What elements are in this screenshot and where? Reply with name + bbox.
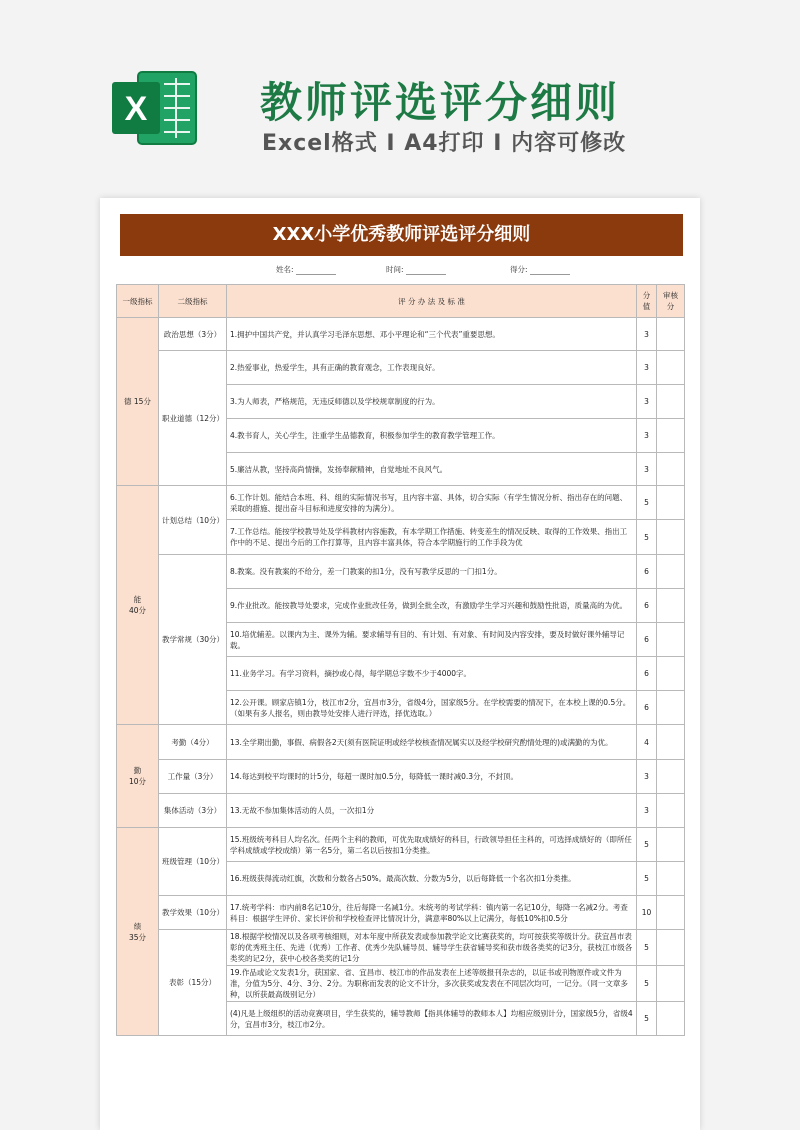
- row-review[interactable]: [657, 555, 685, 589]
- row-value: 5: [637, 1002, 657, 1036]
- table-row: [117, 794, 685, 828]
- group-qin: 勤 10分: [117, 725, 159, 828]
- table-header: [117, 285, 685, 318]
- sub-zhengzhi: 政治思想（3分）: [159, 318, 227, 351]
- row-text: 16.班级获得流动红旗，次数和分数各占50%。最高次数、分数为5分，以后每降低一个名次扣1分类推。: [227, 862, 637, 896]
- row-review[interactable]: [657, 691, 685, 725]
- row-value: 6: [637, 623, 657, 657]
- group-neng: 能 40分: [117, 486, 159, 725]
- row-review[interactable]: [657, 318, 685, 351]
- table-row: [117, 760, 685, 794]
- row-text: 6.工作计划。能结合本班、科、组的实际情况书写，且内容丰富、具体，切合实际（有学生情况分析、指出存在的问题、采取的措施、提出奋斗目标和进度安排的为满分）。: [227, 486, 637, 520]
- row-value: 6: [637, 657, 657, 691]
- header-method: 评 分 办 法 及 标 准: [227, 285, 637, 318]
- table-row: [117, 930, 685, 966]
- row-value: 5: [637, 862, 657, 896]
- row-text: (4)凡是上级组织的活动竞赛项目，学生获奖的，辅导教师【指具体辅导的教师本人】均相应级别计分，国家级5分，省级4分，宜昌市3分，枝江市2分。: [227, 1002, 637, 1036]
- table-row: [117, 351, 685, 385]
- banner-title: 教师评选评分细则: [260, 78, 621, 127]
- row-text: 7.工作总结。能按学校教导处及学科教材内容施教，有本学期工作措施、转变差生的情况反映、取得的工作效果、指出工作中的不足、提出今后的工作打算等，且内容丰富具体，符合本学期施行的工作手段为优: [227, 520, 637, 555]
- row-review[interactable]: [657, 453, 685, 486]
- row-text: 17.统考学科：市内前8名记10分，往后每降一名减1分。未统考的考试学科：镇内第一名记10分，每降一名减2分。考查科目：根据学生评价、家长评价和学校检查评比情况计分，满意率80%以上记满分，每低10%扣0.5分: [227, 896, 637, 930]
- row-text: 13.全学期出勤，事假、病假各2天(须有医院证明或经学校核查情况属实以及经学校研究酌情处理的)或满勤的为优。: [227, 725, 637, 760]
- row-text: 11.业务学习。有学习资料，摘抄或心得，每学期总字数不少于4000字。: [227, 657, 637, 691]
- meta-name: 姓名:: [276, 264, 336, 275]
- row-value: 5: [637, 966, 657, 1002]
- row-value: 5: [637, 486, 657, 520]
- row-text: 13.无故不参加集体活动的人员，一次扣1分: [227, 794, 637, 828]
- row-value: 6: [637, 589, 657, 623]
- table-row: [117, 828, 685, 862]
- row-value: 10: [637, 896, 657, 930]
- header-value: 分值: [637, 285, 657, 318]
- row-text: 15.班级统考科目人均名次。任两个主科的教师，可优先取成绩好的科目，行政领导担任主科的，可选择成绩好的（即所任学科成绩或学校成绩）第一名5分，第二名以后按扣1分类推。: [227, 828, 637, 862]
- row-value: 3: [637, 419, 657, 453]
- table-row: [117, 725, 685, 760]
- meta-time: 时间:: [386, 264, 446, 275]
- score-table: [116, 284, 685, 1036]
- sub-jiaoxue: 教学常规（30分）: [159, 555, 227, 725]
- meta-score: 得分:: [510, 264, 570, 275]
- row-value: 6: [637, 691, 657, 725]
- row-review[interactable]: [657, 520, 685, 555]
- row-review[interactable]: [657, 486, 685, 520]
- row-value: 4: [637, 725, 657, 760]
- row-review[interactable]: [657, 623, 685, 657]
- row-review[interactable]: [657, 419, 685, 453]
- row-review[interactable]: [657, 589, 685, 623]
- row-text: 14.每达到校平均课时的计5分，每超一课时加0.5分，每降低一课时减0.3分，不封顶。: [227, 760, 637, 794]
- table-row: [117, 486, 685, 520]
- table-row: [117, 318, 685, 351]
- row-value: 5: [637, 828, 657, 862]
- row-review[interactable]: [657, 657, 685, 691]
- row-text: 19.作品或论文发表1分，获国家、省、宜昌市、枝江市的作品发表在上述等级报刊杂志的，以证书或刊物原件或文件为准，分值为5分、4分、3分、2分。为职称而发表的论文不计分，多次获奖或发表在不同层次均可，一记分。（同一文章多种，以所获最高级别记分）: [227, 966, 637, 1002]
- row-review[interactable]: [657, 351, 685, 385]
- banner-subtitle: Excel格式 I A4打印 I 内容可修改: [262, 131, 627, 156]
- row-text: 1.拥护中国共产党，并认真学习毛泽东思想、邓小平理论和“三个代表”重要思想。: [227, 318, 637, 351]
- sub-biaozhang: 表彰（15分）: [159, 930, 227, 1036]
- row-value: 3: [637, 760, 657, 794]
- row-review[interactable]: [657, 828, 685, 862]
- row-text: 5.廉洁从教，坚持高尚情操，发扬奉献精神，自觉地址不良风气。: [227, 453, 637, 486]
- row-value: 5: [637, 930, 657, 966]
- table-row: [117, 555, 685, 589]
- row-review[interactable]: [657, 794, 685, 828]
- logo-letter: X: [124, 90, 148, 128]
- row-review[interactable]: [657, 862, 685, 896]
- row-value: 3: [637, 385, 657, 419]
- row-text: 9.作业批改。能按教导处要求，完成作业批改任务，做到全批全改，有激励学生学习兴趣和鼓励性批语，质量高的为优。: [227, 589, 637, 623]
- sub-jihua: 计划总结（10分）: [159, 486, 227, 555]
- row-value: 3: [637, 453, 657, 486]
- sub-kaoqin: 考勤（4分）: [159, 725, 227, 760]
- sub-xiaoguo: 教学效果（10分）: [159, 896, 227, 930]
- row-review[interactable]: [657, 760, 685, 794]
- sheet-title: XXX小学优秀教师评选评分细则: [120, 214, 683, 256]
- sub-banji: 班级管理（10分）: [159, 828, 227, 896]
- row-text: 2.热爱事业，热爱学生，具有正确的教育观念，工作表现良好。: [227, 351, 637, 385]
- row-text: 18.根据学校情况以及各项考核细则，对本年度中所获发表或参加教学论文比赛获奖的，均可按获奖等级计分。获宜昌市表彰的优秀班主任、先进（优秀）工作者、优秀少先队辅导员、辅导学生获省辅导奖和获市级各类奖的记3分，获枝江市级各类奖的记2分，获中心校各类奖的记1分: [227, 930, 637, 966]
- row-review[interactable]: [657, 966, 685, 1002]
- header-level1: 一级指标: [117, 285, 159, 318]
- row-review[interactable]: [657, 725, 685, 760]
- row-review[interactable]: [657, 896, 685, 930]
- group-de: 德 15分: [117, 318, 159, 486]
- row-text: 3.为人师表，严格规范，无违反师德以及学校规章制度的行为。: [227, 385, 637, 419]
- row-review[interactable]: [657, 930, 685, 966]
- excel-logo-icon: [104, 58, 204, 158]
- row-review[interactable]: [657, 1002, 685, 1036]
- row-text: 12.公开课。顾家店镇1分，枝江市2分，宜昌市3分，省级4分，国家级5分。在学校需要的情况下，在本校上课的0.5分。（如果有多人报名，则由教导处安排人进行评选，择优选取。）: [227, 691, 637, 725]
- row-value: 3: [637, 794, 657, 828]
- row-text: 4.教书育人，关心学生，注重学生品德教育，积极参加学生的教育教学管理工作。: [227, 419, 637, 453]
- sub-jiti: 集体活动（3分）: [159, 794, 227, 828]
- row-text: 10.培优辅差。以课内为主、课外为辅。要求辅导有目的、有计划、有对象、有时间及内容安排，要及时做好课外辅导记载。: [227, 623, 637, 657]
- row-value: 6: [637, 555, 657, 589]
- group-ji: 绩 35分: [117, 828, 159, 1036]
- row-value: 5: [637, 520, 657, 555]
- row-review[interactable]: [657, 385, 685, 419]
- header-level2: 二级指标: [159, 285, 227, 318]
- row-value: 3: [637, 318, 657, 351]
- table-row: [117, 896, 685, 930]
- header-review: 审核分: [657, 285, 685, 318]
- row-text: 8.教案。没有教案的不给分，差一门教案的扣1分，没有写教学反思的一门扣1分。: [227, 555, 637, 589]
- row-value: 3: [637, 351, 657, 385]
- sub-zhiye: 职业道德（12分）: [159, 351, 227, 486]
- sub-gongzuo: 工作量（3分）: [159, 760, 227, 794]
